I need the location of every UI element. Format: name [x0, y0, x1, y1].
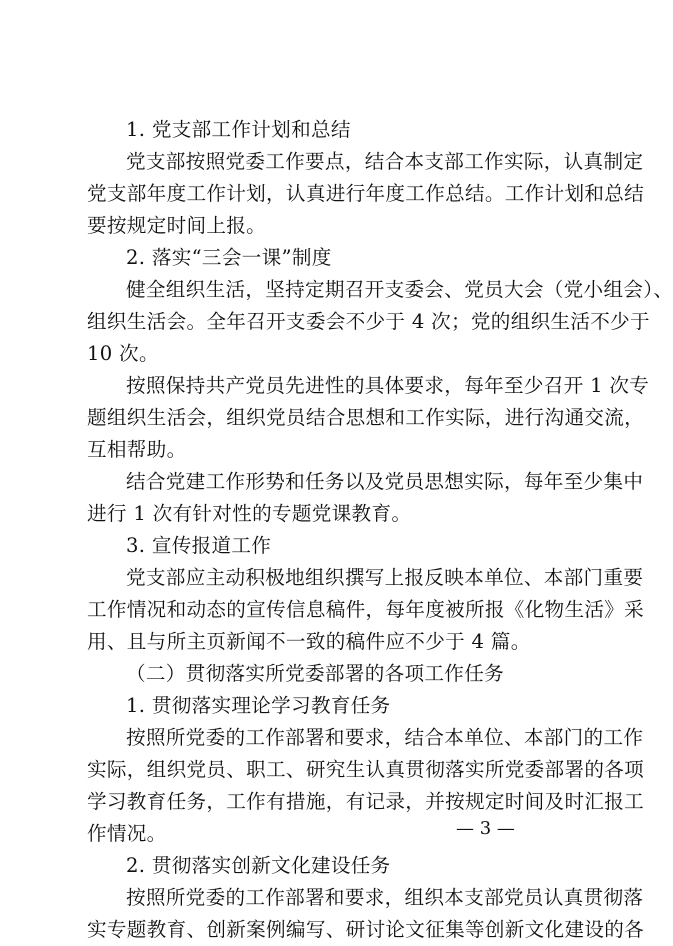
text-line: 工作情况和动态的宣传信息稿件，每年度被所报《化物生活》采: [87, 598, 645, 621]
text-line: 2. 落实“三会一课”制度: [126, 246, 332, 269]
text-line: 按照所党委的工作部署和要求，结合本单位、本部门的工作: [126, 726, 644, 749]
text-line: 用、且与所主页新闻不一致的稿件应不少于 4 篇。: [87, 630, 531, 653]
text-line: 按照所党委的工作部署和要求，组织本支部党员认真贯彻落: [126, 886, 644, 909]
text-line: 结合党建工作形势和任务以及党员思想实际，每年至少集中: [126, 470, 644, 493]
text-line: 1. 党支部工作计划和总结: [126, 118, 351, 141]
text-line: 互相帮助。: [87, 438, 187, 461]
text-line: 3. 宣传报道工作: [126, 534, 272, 557]
text-line: 实际，组织党员、职工、研究生认真贯彻落实所党委部署的各项: [87, 758, 645, 781]
text-line: 组织生活会。全年召开支委会不少于 4 次；党的组织生活不少于: [87, 310, 650, 333]
text-line: 按照保持共产党员先进性的具体要求，每年至少召开 1 次专: [126, 374, 650, 397]
text-line: 1. 贯彻落实理论学习教育任务: [126, 694, 391, 717]
text-line: 作情况。: [87, 822, 167, 845]
text-line: 学习教育任务，工作有措施，有记录，并按规定时间及时汇报工: [87, 790, 645, 813]
text-line: 健全组织生活，坚持定期召开支委会、党员大会（党小组会）、: [126, 278, 673, 301]
text-line: 进行 1 次有针对性的专题党课教育。: [87, 502, 412, 525]
text-line: 10 次。: [87, 342, 159, 365]
text-line: 实专题教育、创新案例编写、研讨论文征集等创新文化建设的各: [87, 918, 645, 941]
text-line: 党支部年度工作计划，认真进行年度工作总结。工作计划和总结: [87, 182, 645, 205]
text-line: 2. 贯彻落实创新文化建设任务: [126, 854, 391, 877]
text-line: 党支部按照党委工作要点，结合本支部工作实际，认真制定: [126, 150, 644, 173]
text-line: 要按规定时间上报。: [87, 214, 267, 237]
page-number: — 3 —: [456, 818, 515, 839]
text-line: 党支部应主动积极地组织撰写上报反映本单位、本部门重要: [126, 566, 644, 589]
text-line: （二）贯彻落实所党委部署的各项工作任务: [126, 662, 504, 685]
text-line: 题组织生活会，组织党员结合思想和工作实际，进行沟通交流，: [87, 406, 645, 429]
